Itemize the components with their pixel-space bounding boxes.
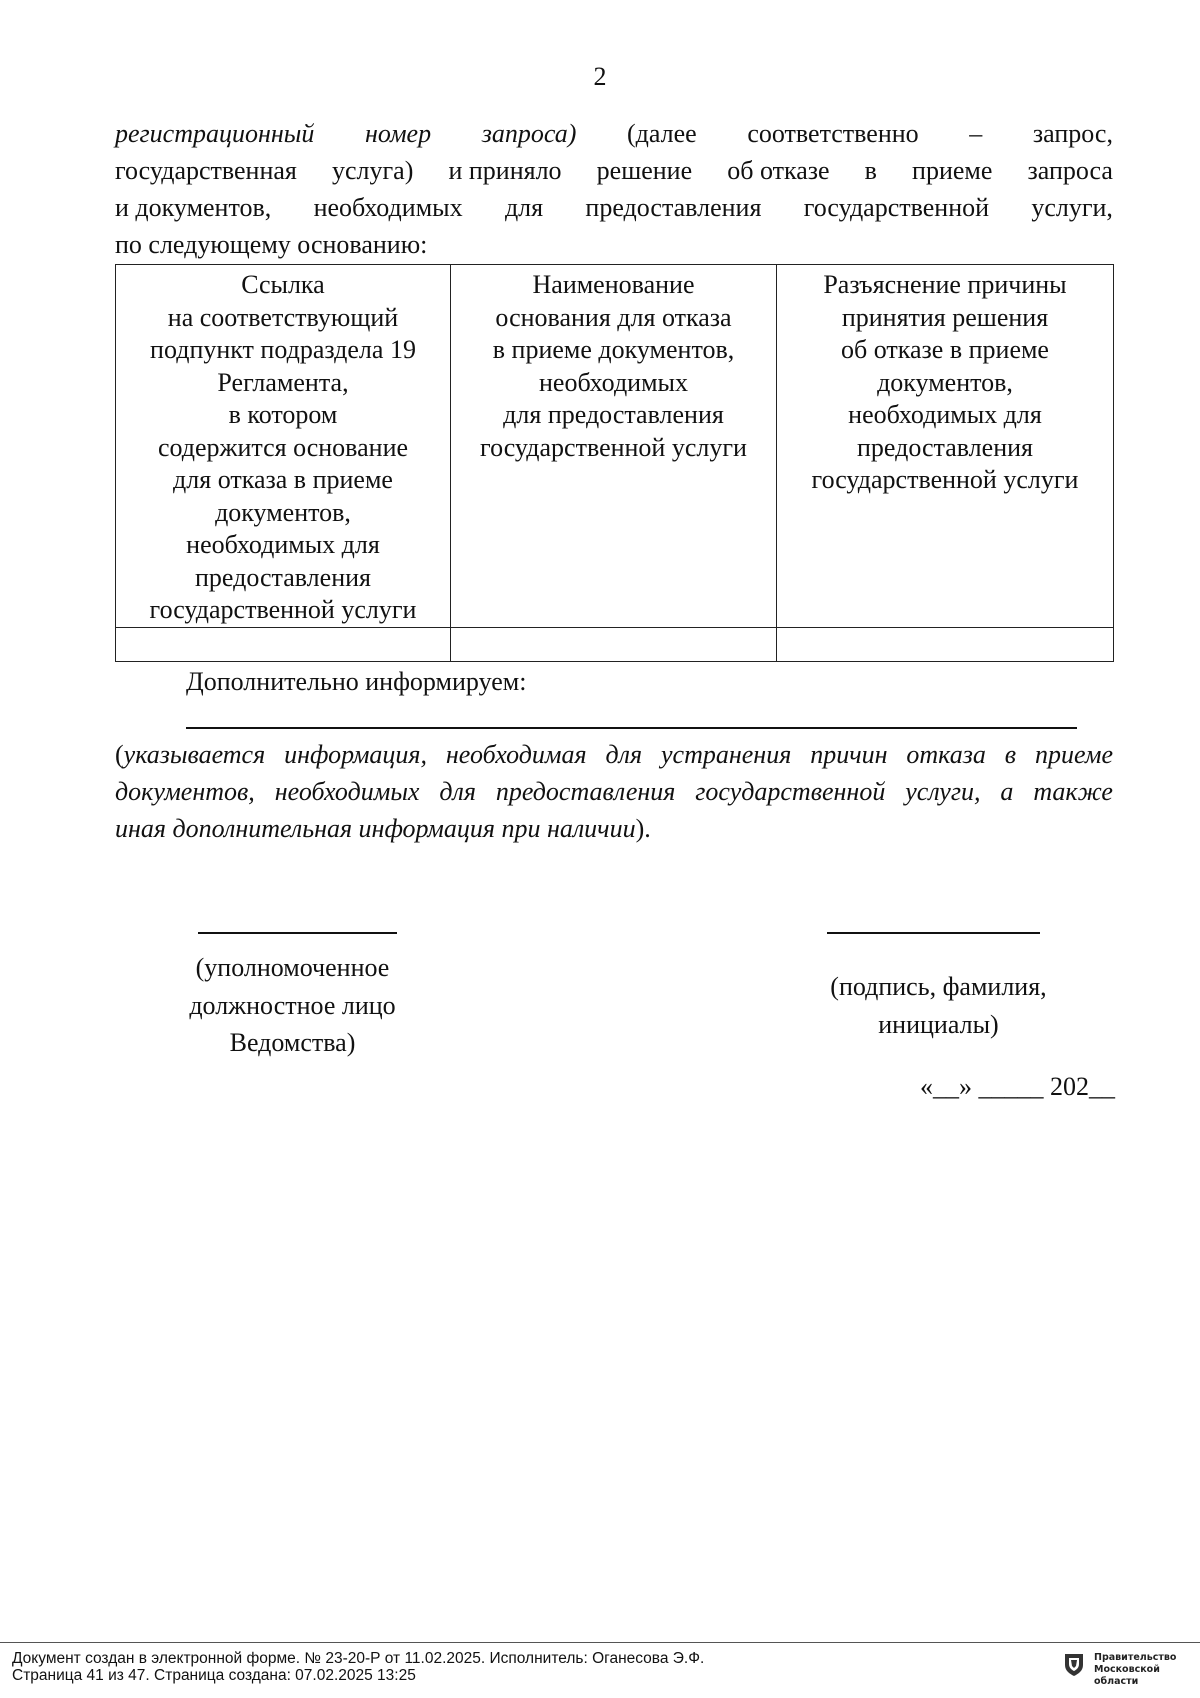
open-paren: ( <box>115 740 124 769</box>
header-line: принятия решения <box>841 302 1049 332</box>
word: государственной <box>695 777 886 806</box>
word: услуги, <box>905 777 981 806</box>
header-line: необходимых для <box>186 530 380 559</box>
header-line: документов, <box>215 497 351 527</box>
header-line: в приеме документов, <box>492 335 735 364</box>
word: государственная <box>115 156 297 185</box>
word <box>115 810 651 847</box>
org-line: Московской области <box>1094 1664 1160 1687</box>
caption-line: (подпись, фамилия, <box>830 972 1047 1001</box>
word: отказа <box>906 740 986 769</box>
header-line: основания для отказа <box>495 302 732 332</box>
word: а <box>1000 777 1014 806</box>
table-cell <box>777 627 1114 661</box>
close-paren: ). <box>635 814 651 843</box>
additional-info-label: Дополнительно информируем: <box>186 667 527 696</box>
org-line: Правительство <box>1094 1652 1177 1663</box>
word: необходимых <box>274 777 420 806</box>
word: устранения <box>661 740 792 769</box>
word: для <box>605 740 643 769</box>
header-cell-reason-name <box>451 265 777 628</box>
word: приеме <box>912 156 993 185</box>
signature-line <box>827 932 1040 934</box>
word: предоставления <box>585 193 762 222</box>
paragraph-line-3 <box>115 189 1113 226</box>
header-line: необходимых <box>538 367 689 397</box>
word: запроса) <box>481 119 577 148</box>
word: – <box>969 119 983 148</box>
header-cell-reference <box>116 265 451 628</box>
header-line: Регламента, <box>217 367 349 397</box>
word: и приняло <box>448 156 562 185</box>
word: и документов, <box>115 193 272 222</box>
header-line: государственной услуги <box>811 465 1079 494</box>
header-line: предоставления <box>195 562 371 592</box>
official-signature-line <box>198 932 397 934</box>
header-line: Ссылка <box>241 270 325 299</box>
additional-info-blank-line <box>186 727 1077 729</box>
word: номер <box>365 119 432 148</box>
header-line: для отказа в приеме <box>173 465 393 494</box>
word: указывается <box>123 740 266 769</box>
word: приеме <box>1034 740 1113 769</box>
paragraph-line-1 <box>115 115 1113 152</box>
word: для <box>504 193 544 222</box>
header-line: предоставления <box>857 432 1033 462</box>
note-line-3 <box>115 810 1113 847</box>
header-line: содержится основание <box>157 432 409 462</box>
official-signature-caption <box>150 949 435 1062</box>
paragraph-line-4 <box>115 226 1113 263</box>
word: услуга) <box>331 156 414 185</box>
word: также <box>1033 777 1113 806</box>
word: об отказе <box>727 156 830 185</box>
caption-line: должностное лицо <box>189 990 396 1020</box>
word: соответственно <box>747 119 919 148</box>
word: для <box>439 777 476 806</box>
refusal-reasons-table <box>115 264 1114 662</box>
footer-page-info: Страница 41 из 47. Страница создана: 07.02.2025 13:25 <box>12 1667 416 1684</box>
word: запрос, <box>1032 119 1113 148</box>
word: в <box>1004 740 1017 769</box>
table-cell <box>116 627 451 661</box>
word: в <box>864 156 877 185</box>
header-line: для предоставления <box>503 400 724 429</box>
word: документов, <box>115 777 255 806</box>
date-line: «__» _____ 202__ <box>920 1072 1115 1101</box>
table-cell <box>451 627 777 661</box>
word: регистрационный <box>115 119 315 148</box>
word: запроса <box>1027 156 1113 185</box>
word: государственной <box>803 193 990 222</box>
caption-line: инициалы) <box>878 1009 999 1039</box>
word <box>115 736 265 773</box>
word: необходимых <box>313 193 463 222</box>
word: услуги, <box>1031 193 1113 222</box>
page-number: 2 <box>593 62 607 91</box>
footer-divider <box>0 1642 1200 1643</box>
header-line: на соответствующий <box>167 302 399 332</box>
table-row <box>116 627 1114 661</box>
word: по следующему основанию: <box>115 230 428 259</box>
word: информация, <box>284 740 427 769</box>
header-line: подпункт подраздела 19 <box>150 335 416 364</box>
signature-caption <box>790 968 1087 1043</box>
note-line-1 <box>115 736 1113 773</box>
header-line: государственной услуги <box>149 595 417 624</box>
word: решение <box>596 156 693 185</box>
header-line: Наименование <box>532 270 695 299</box>
word: необходимая <box>445 740 587 769</box>
header-line: государственной услуги <box>480 432 747 462</box>
word: иная дополнительная информация при наличии <box>115 814 636 843</box>
header-line: об отказе в приеме <box>841 335 1049 364</box>
caption-line: (уполномоченное <box>195 953 390 982</box>
caption-line: Ведомства) <box>229 1028 356 1057</box>
header-line: необходимых для <box>848 400 1042 429</box>
table-header-row <box>116 265 1114 628</box>
header-line: в котором <box>228 400 338 429</box>
header-line: Разъяснение причины <box>823 270 1067 299</box>
header-cell-explanation <box>777 265 1114 628</box>
word: (далее <box>627 119 697 148</box>
paragraph-line-2 <box>115 152 1113 189</box>
word: причин <box>810 740 888 769</box>
header-line: документов, <box>877 367 1013 397</box>
organization-logo-text <box>1094 1652 1200 1688</box>
note-line-2 <box>115 773 1113 810</box>
footer-document-info: Документ создан в электронной форме. № 23-20-Р от 11.02.2025. Исполнитель: Оганесова Э.Ф. <box>12 1650 705 1667</box>
word: предоставления <box>495 777 676 806</box>
coat-of-arms-icon <box>1063 1651 1085 1677</box>
